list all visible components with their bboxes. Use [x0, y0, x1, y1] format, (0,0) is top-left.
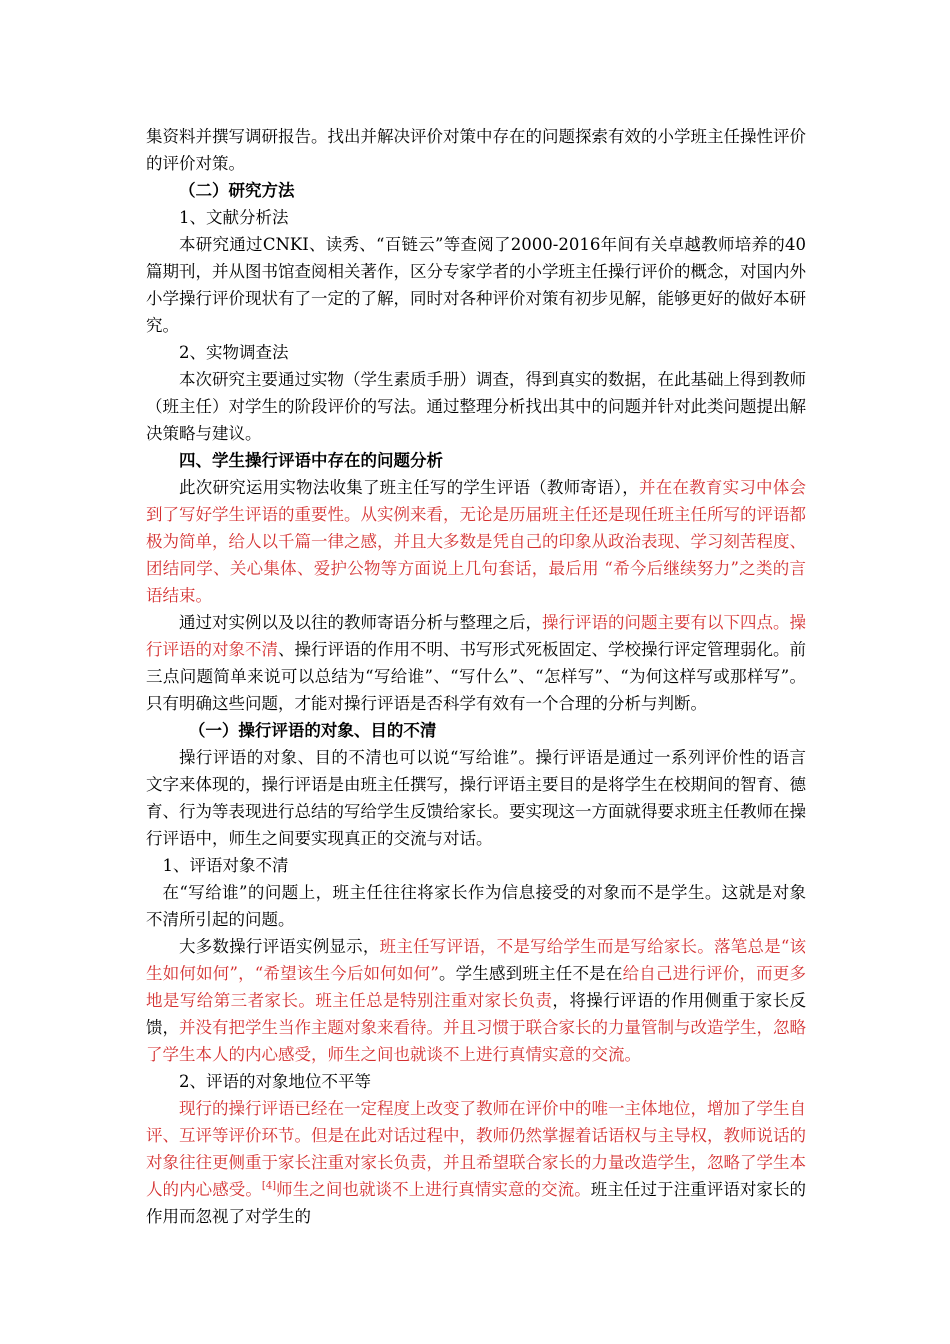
text: 通过对实例以及以往的教师寄语分析与整理之后，	[179, 613, 542, 632]
highlighted-text: 给自己进行评价，而更多地是写给第三者家长。班主任总是特别注重对家长负责	[146, 964, 807, 1010]
heading-subsection-one	[146, 717, 806, 744]
highlighted-text: 班主任写评语，不是写给学生而是写给家长。落笔总是“该生如何如何”，“希望该生今后如何如何”	[146, 937, 807, 983]
text: 本次研究主要通过实物（学生素质手册）调查，得到真实的数据，在此基础上得到教师（班主任）对学生的阶段评价的写法。通过整理分析找出其中的问题并针对此类问题提出解决策略与建议。	[146, 370, 806, 443]
paragraph-current-evaluation	[146, 1095, 806, 1230]
paragraph-parents-target	[146, 879, 806, 933]
heading-text: （一）操行评语的对象、目的不清	[188, 721, 437, 740]
subheading-text: 1、文献分析法	[179, 208, 289, 227]
paragraph-literature	[146, 231, 806, 339]
heading-text: 四、学生操行评语中存在的问题分析	[179, 451, 443, 470]
subheading-text: 2、实物调查法	[179, 343, 289, 362]
subheading-unequal-status	[146, 1068, 806, 1095]
highlighted-text: 操行评语的问题主要有以下四点。操行评语的对象不清	[146, 613, 806, 659]
highlighted-text: 并没有把学生当作主题对象来看待。并且习惯于联合家长的力量管制与改造学生，忽略了学生本人的内心感受，师生之间也就谈不上进行真情实意的交流。	[146, 1018, 806, 1064]
highlighted-text: 师生之间也就谈不上进行真情实意的交流。	[276, 1180, 591, 1199]
heading-research-methods	[146, 177, 806, 204]
paragraph-intro	[146, 123, 806, 177]
subheading-unclear-target	[146, 852, 806, 879]
subheading-literature	[146, 204, 806, 231]
heading-section-four	[146, 447, 806, 474]
subheading-text: 2、评语的对象地位不平等	[179, 1072, 371, 1091]
text: 本研究通过CNKI、读秀、“百链云”等查阅了2000-2016年间有关卓越教师培养的40篇期刊，并从图书馆查阅相关著作，区分专家学者的小学班主任操行评价的概念，对国内外小学操行评价现状有了一定的了解，同时对各种评价对策有初步见解，能够更好的做好本研究。	[146, 235, 806, 335]
subheading-text: 1、评语对象不清	[162, 856, 289, 875]
text: 。学生感到班主任不是在	[438, 964, 623, 983]
paragraph-examples	[146, 933, 806, 1068]
text: 集资料并撰写调研报告。找出并解决评价对策中存在的问题探索有效的小学班主任操性评价的评价对策。	[146, 127, 806, 173]
highlighted-text: 并在在教育实习中体会到了写好学生评语的重要性。从实例来看，无论是历届班主任还是现任班主任所写的评语都极为简单，给人以千篇一律之感，并且大多数是凭自己的印象从政治表现、学习刻苦程度、团结同学、关心集体、爱护公物等方面说上几句套话，最后用 “希今后继续努力”之类的言语结束。	[146, 478, 807, 605]
paragraph-method-usage	[146, 474, 806, 609]
text: 此次研究运用实物法收集了班主任写的学生评语（教师寄语），	[179, 478, 639, 497]
document-body	[146, 123, 806, 1230]
heading-text: （二）研究方法	[179, 181, 295, 200]
text: 大多数操行评语实例显示，	[179, 937, 380, 956]
paragraph-four-problems	[146, 609, 806, 717]
text: 操行评语的对象、目的不清也可以说“写给谁”。操行评语是通过一系列评价性的语言文字来体现的，操行评语是由班主任撰写，操行评语主要目的是将学生在校期间的智育、德育、行为等表现进行总结的写给学生反馈给家长。要实现这一方面就得要求班主任教师在操行评语中，师生之间要实现真正的交流与对话。	[146, 748, 806, 848]
text: 、操行评语的作用不明、书写形式死板固定、学校操行评定管理弱化。前三点问题简单来说可以总结为“写给谁”、“写什么”、“怎样写”、“为何这样写或那样写”。只有明确这些问题，才能对操行评语是否科学有效有一个合理的分析与判断。	[146, 640, 806, 713]
text: 班主任过于注重评语对家长的作用而忽视了对学生的	[146, 1180, 807, 1226]
paragraph-survey	[146, 366, 806, 447]
citation-marker: [4]	[261, 1180, 277, 1192]
highlighted-text: 现行的操行评语已经在一定程度上改变了教师在评价中的唯一主体地位，增加了学生自评、互评等评价环节。但是在此对话过程中，教师仍然掌握着话语权与主导权，教师说话的对象往往更侧重于家长注重对家长负责，并且希望联合家长的力量改造学生，忽略了学生本人的内心感受。	[146, 1099, 806, 1199]
text: 在“写给谁”的问题上，班主任往往将家长作为信息接受的对象而不是学生。这就是对象不清所引起的问题。	[146, 883, 806, 929]
paragraph-who-to-write	[146, 744, 806, 852]
text: ，将操行评语的作用侧重于家长反馈，	[146, 991, 807, 1037]
subheading-survey	[146, 339, 806, 366]
